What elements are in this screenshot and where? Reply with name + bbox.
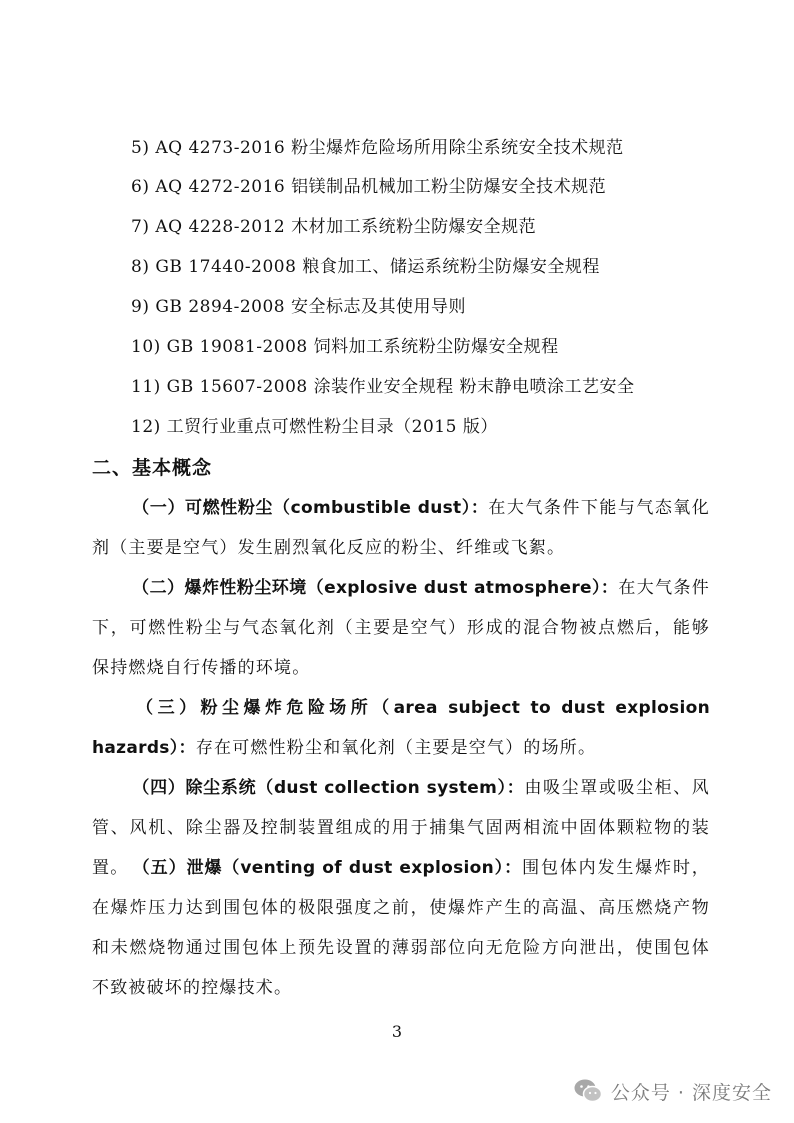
definition-text: 围包体内发生爆炸时，在爆炸压力达到围包体的极限强度之前，使爆炸产生的高温、高压燃烧产物和未燃烧物通过围包体上预先设置的薄弱部位向无危险方向泄出，使围包体不致被破坏的控爆技术。 xyxy=(92,858,711,998)
definition-paragraph xyxy=(92,848,710,1008)
definition-paragraph xyxy=(92,688,710,768)
definition-term: （五）泄爆（venting of dust explosion）： xyxy=(132,858,523,878)
definition-term: （三）粉尘爆炸危险场所（area subject to dust explosion hazards）： xyxy=(92,698,710,758)
reference-item: 11) GB 15607-2008 涂装作业安全规程 粉末静电喷涂工艺安全 xyxy=(131,377,635,397)
watermark xyxy=(573,1076,772,1106)
reference-item: 6) AQ 4272-2016 铝镁制品机械加工粉尘防爆安全技术规范 xyxy=(131,177,607,197)
section-heading: 二、基本概念 xyxy=(92,457,213,479)
reference-item: 12) 工贸行业重点可燃性粉尘目录（2015 版） xyxy=(131,417,498,437)
reference-item: 5) AQ 4273-2016 粉尘爆炸危险场所用除尘系统安全技术规范 xyxy=(131,138,624,158)
wechat-icon xyxy=(573,1078,603,1104)
definition-term: （四）除尘系统（dust collection system）： xyxy=(132,778,525,798)
reference-item: 8) GB 17440-2008 粮食加工、储运系统粉尘防爆安全规程 xyxy=(131,257,600,277)
definition-text: 由吸尘罩或吸尘柜、风管、风机、除尘器及控制装置组成的用于捕集气固两相流中固体颗粒物的装置。 xyxy=(92,778,710,878)
definition-text: 在大气条件下，可燃性粉尘与气态氧化剂（主要是空气）形成的混合物被点燃后，能够保持燃烧自行传播的环境。 xyxy=(92,578,710,678)
page-number: 3 xyxy=(391,1022,403,1041)
watermark-text: 公众号 · 深度安全 xyxy=(610,1081,772,1104)
reference-item: 7) AQ 4228-2012 木材加工系统粉尘防爆安全规范 xyxy=(131,217,537,237)
definition-paragraph xyxy=(92,488,710,568)
reference-item: 10) GB 19081-2008 饲料加工系统粉尘防爆安全规程 xyxy=(131,337,559,357)
definition-paragraph xyxy=(92,568,710,688)
definition-text: 存在可燃性粉尘和氧化剂（主要是空气）的场所。 xyxy=(195,738,597,758)
reference-item: 9) GB 2894-2008 安全标志及其使用导则 xyxy=(131,297,467,317)
definition-term: （二）爆炸性粉尘环境（explosive dust atmosphere）： xyxy=(132,578,619,598)
definition-text: 在大气条件下能与气态氧化剂（主要是空气）发生剧烈氧化反应的粉尘、纤维或飞絮。 xyxy=(92,498,710,558)
definition-term: （一）可燃性粉尘（combustible dust）： xyxy=(132,498,489,518)
